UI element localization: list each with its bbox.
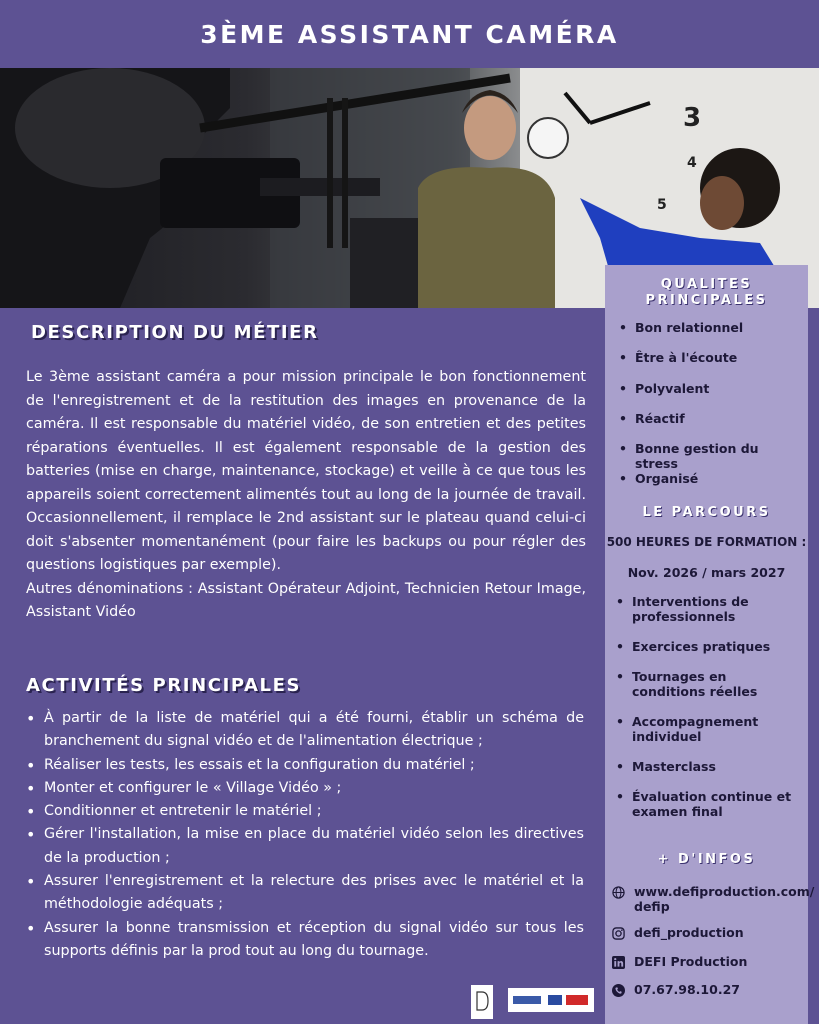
qualite-item: • Polyvalent: [619, 381, 804, 411]
qualite-item: • Bon relationnel: [619, 320, 804, 350]
phone-number[interactable]: 07.67.98.10.27: [634, 982, 740, 997]
linkedin-link[interactable]: DEFI Production: [634, 954, 748, 969]
parcours-title: LE PARCOURS: [642, 505, 771, 520]
activity-item: • Assurer la bonne transmission et réception du signal vidéo sur tous les supports définis par la prod tout au long du tournage.: [24, 917, 584, 964]
activity-item: • Réaliser les tests, les essais et la configuration du matériel ;: [24, 754, 584, 777]
qualites-list: [619, 320, 804, 502]
defi-logo: [471, 985, 493, 1019]
parcours-item: • Accompagnement individuel: [616, 714, 804, 744]
parcours-dates: Nov. 2026 / mars 2027: [627, 565, 786, 580]
side-panel: [605, 265, 815, 1024]
activity-item: • À partir de la liste de matériel qui a été fourni, établir un schéma de branchement du signal vidéo et de l'alimentation électrique ;: [24, 707, 584, 754]
qualite-item: • Être à l'écoute: [619, 350, 804, 380]
linkedin-contact[interactable]: [610, 954, 747, 970]
clock-digit-5: 5: [657, 197, 667, 213]
phone-icon: [610, 982, 626, 998]
page-header: [0, 0, 819, 68]
activity-item: • Monter et configurer le « Village Vidéo » ;: [24, 777, 584, 800]
clock-digit-3: 3: [683, 103, 702, 133]
parcours-item: • Masterclass: [616, 759, 804, 774]
description-title: DESCRIPTION DU MÉTIER: [31, 322, 319, 343]
qualites-title-line1: QUALITES: [660, 277, 753, 292]
activity-item: • Gérer l'installation, la mise en place du matériel vidéo selon les directives de la production ;: [24, 823, 584, 870]
activity-item: • Conditionner et entretenir le matériel ;: [24, 800, 584, 823]
qualites-title-line2: PRINCIPALES: [645, 293, 768, 308]
linkedin-icon: [610, 954, 626, 970]
parcours-item: • Interventions de professionnels: [616, 594, 804, 624]
parcours-item: • Tournages en conditions réelles: [616, 669, 804, 699]
partner-logos: [508, 988, 594, 1012]
qualite-item: • Bonne gestion du stress: [619, 441, 804, 471]
qualite-item: • Réactif: [619, 411, 804, 441]
website-link[interactable]: www.defiproduction.com/ defip: [634, 884, 815, 914]
website-contact[interactable]: [610, 884, 815, 914]
page-title: 3ÈME ASSISTANT CAMÉRA: [200, 19, 619, 49]
instagram-link[interactable]: defi_production: [634, 925, 744, 940]
globe-icon: [610, 884, 626, 900]
qualite-item: • Organisé: [619, 471, 804, 501]
description-paragraph: Le 3ème assistant caméra a pour mission principale le bon fonctionnement de l'enregistrement et de la restitution des images en provenance de la caméra. Il est responsable du matériel vidéo, de son entretien et des petites réparations éventuelles. Il est également responsable de la gestion des batteries (mise en charge, maintenance, stockage) et veille à ce que tous les appareils soient correctement alimentés tout au long de la journée de travail. Occasionnellement, il remplace le 2nd assistant sur le plateau quand celui-ci doit s'absenter momentanément (pour faire les backups ou pour régler des questions logistiques par exemple).: [26, 369, 586, 573]
infos-title: + D'INFOS: [657, 852, 756, 867]
activity-item: • Assurer l'enregistrement et la relecture des prises avec le matériel et la méthodologie adéquats ;: [24, 870, 584, 917]
phone-contact[interactable]: [610, 982, 740, 998]
instagram-contact[interactable]: [610, 925, 744, 941]
parcours-list: [616, 594, 804, 819]
activities-title: ACTIVITÉS PRINCIPALES: [26, 675, 302, 696]
parcours-item: • Évaluation continue et examen final: [616, 789, 804, 819]
instagram-icon: [610, 925, 626, 941]
parcours-hours: 500 HEURES DE FORMATION :: [606, 535, 807, 549]
other-names: Autres dénominations : Assistant Opérateur Adjoint, Technicien Retour Image, Assistant Vidéo: [26, 580, 586, 620]
clock-digit-4: 4: [687, 155, 697, 171]
activities-list: [24, 707, 584, 963]
parcours-item: • Exercices pratiques: [616, 639, 804, 654]
description-text: [26, 366, 586, 625]
